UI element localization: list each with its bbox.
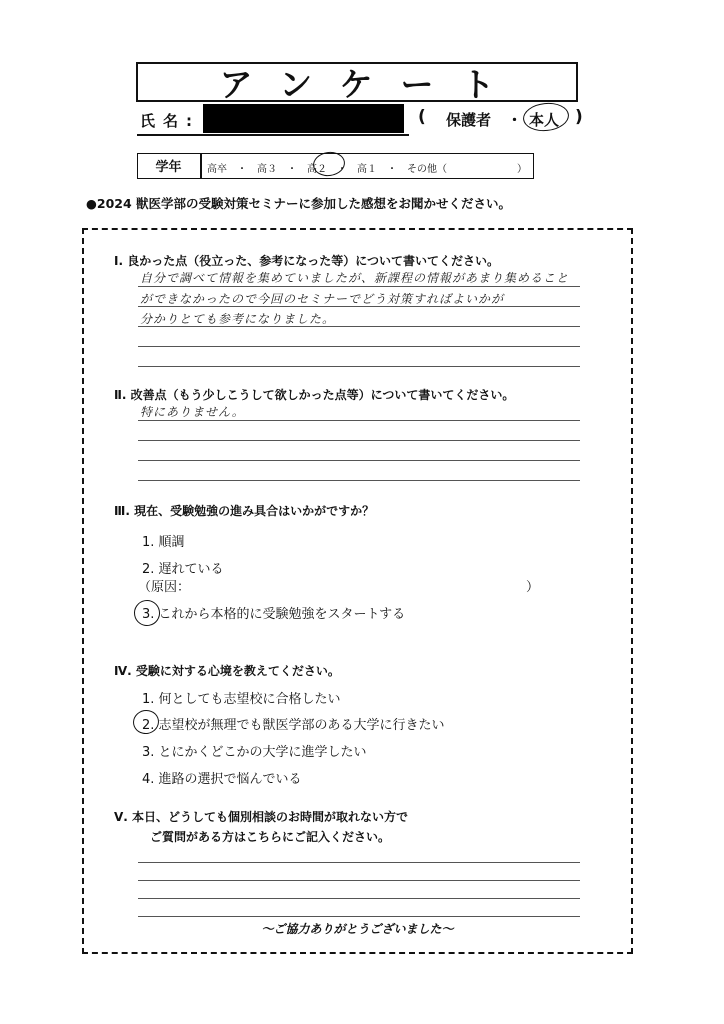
q1-rule-5	[138, 366, 580, 367]
q1-answer-line-1: 自分で調べて情報を集めていましたが、新課程の情報があまり集めること	[140, 271, 570, 285]
q1-rule-3	[138, 326, 580, 327]
intro-text: ●2024 獣医学部の受験対策セミナーに参加した感想をお聞かせください。	[86, 196, 512, 211]
q1-answer-line-2: ができなかったので今回のセミナーでどう対策すればよいかが	[140, 292, 505, 306]
grade-options: 高卒 ・ 高３ ・ 高２ ・ 高１ ・ その他（ ）	[207, 164, 527, 175]
q2-rule-4	[138, 480, 580, 481]
q4-option-3: 3. とにかくどこかの大学に進学したい	[142, 745, 367, 760]
q5-rule-1	[138, 862, 580, 863]
q3-option-2: 2. 遅れている	[142, 562, 224, 577]
q3-option-1: 1. 順調	[142, 535, 185, 550]
q4-option-2: 2. 志望校が無理でも獣医学部のある大学に行きたい	[142, 718, 445, 733]
respondent-paren-close: )	[575, 107, 583, 127]
name-label: 氏名:	[140, 112, 200, 130]
q4-option-1: 1. 何としても志望校に合格したい	[142, 692, 341, 707]
q5-title-line-1: Ⅴ. 本日、どうしても個別相談のお時間が取れない方で	[114, 810, 409, 824]
thanks-message: ～ご協力ありがとうございました～	[261, 922, 454, 936]
q3-reason-close: ）	[526, 580, 540, 595]
q3-reason-label: （原因：	[138, 580, 191, 595]
respondent-paren-open: (	[418, 107, 426, 127]
q1-rule-2	[138, 306, 580, 307]
respondent-separator: ・	[507, 111, 523, 129]
q2-rule-2	[138, 440, 580, 441]
q3-option-3: 3. これから本格的に受験勉強をスタートする	[142, 607, 406, 622]
q1-answer-line-3: 分かりとても参考になりました。	[140, 312, 336, 326]
q2-title: Ⅱ. 改善点（もう少しこうして欲しかった点等）について書いてください。	[114, 388, 515, 402]
q4-title: Ⅳ. 受験に対する心境を教えてください。	[114, 664, 340, 678]
name-redaction	[203, 104, 404, 133]
q2-answer-line-1: 特にありません。	[140, 405, 245, 419]
q1-title: Ⅰ. 良かった点（役立った、参考になった等）について書いてください。	[114, 254, 499, 268]
q5-rule-2	[138, 880, 580, 881]
q1-rule-1	[138, 286, 580, 287]
q2-rule-1	[138, 420, 580, 421]
q5-rule-3	[138, 898, 580, 899]
respondent-guardian-option: 保護者	[446, 111, 492, 129]
q2-rule-3	[138, 460, 580, 461]
q4-option-4: 4. 進路の選択で悩んでいる	[142, 772, 302, 787]
respondent-self-option: 本人	[529, 111, 560, 129]
q5-title-line-2: ご質問がある方はこちらにご記入ください。	[150, 830, 391, 844]
grade-divider	[200, 153, 202, 179]
q3-title: Ⅲ. 現在、受験勉強の進み具合はいかがですか？	[114, 504, 375, 518]
q5-rule-4	[138, 916, 580, 917]
page-title: アンケート	[219, 64, 523, 104]
name-underline	[137, 134, 409, 136]
q1-rule-4	[138, 346, 580, 347]
grade-label: 学年	[155, 160, 182, 175]
